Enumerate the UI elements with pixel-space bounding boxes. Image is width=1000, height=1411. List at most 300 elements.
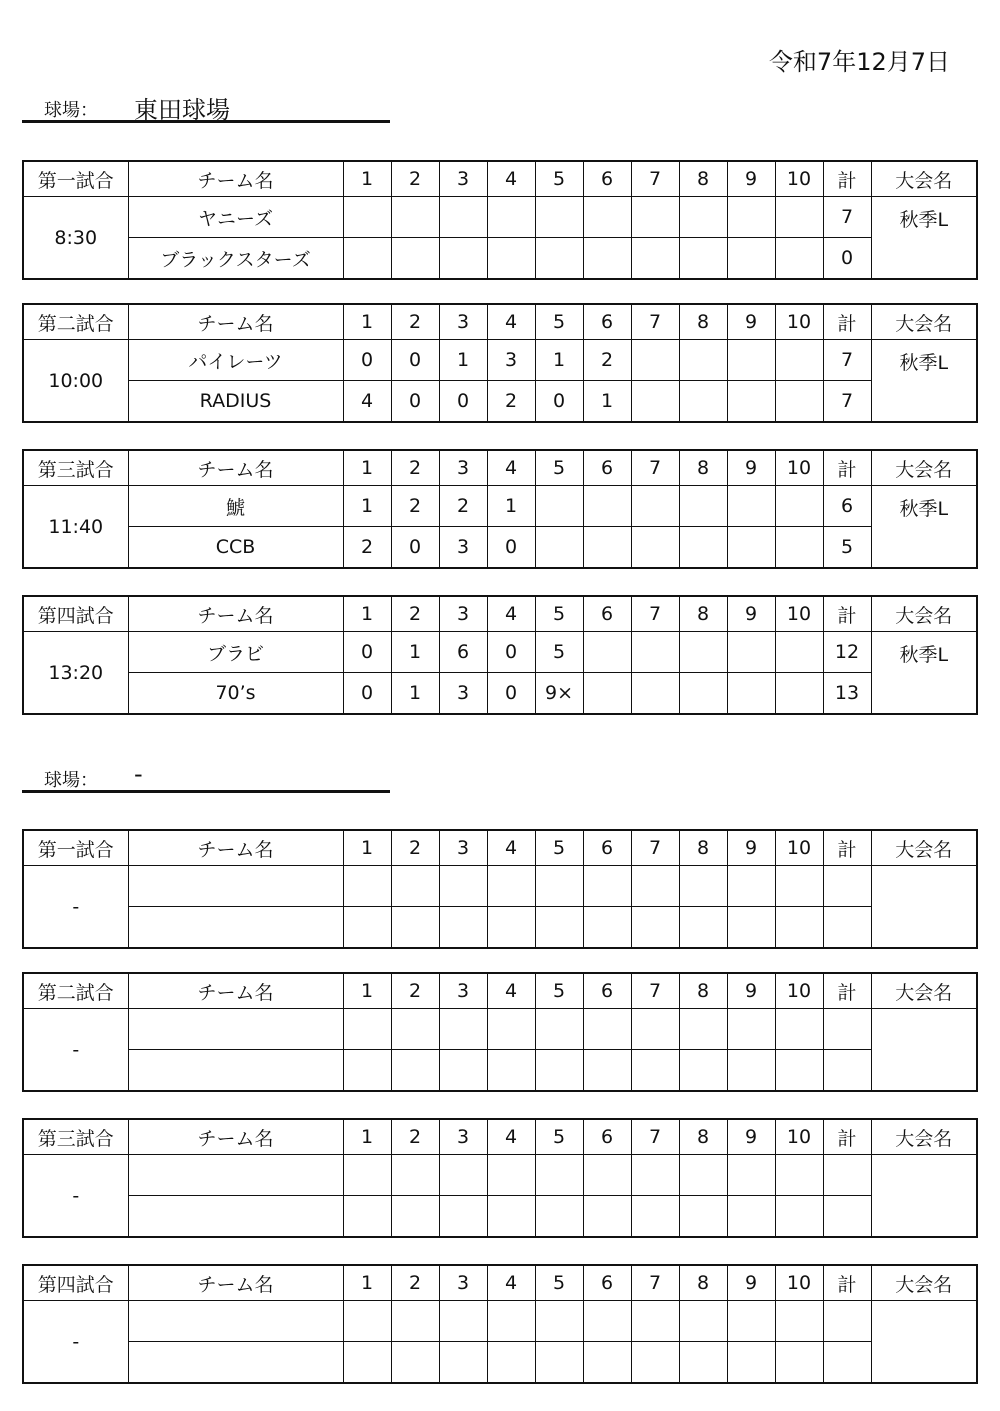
inning-score: 2 <box>343 527 391 569</box>
inning-header: 2 <box>391 596 439 632</box>
header-row <box>23 450 977 486</box>
inning-score <box>343 907 391 949</box>
team-name-header: チーム名 <box>128 596 343 632</box>
inning-score: 1 <box>487 486 535 527</box>
inning-score: 2 <box>439 486 487 527</box>
game-time: - <box>23 1155 128 1238</box>
inning-score <box>775 486 823 527</box>
inning-header: 7 <box>631 830 679 866</box>
inning-header: 2 <box>391 1119 439 1155</box>
inning-score <box>631 907 679 949</box>
venue-label: 球場： <box>44 770 98 791</box>
inning-header: 3 <box>439 1119 487 1155</box>
inning-header: 8 <box>679 1265 727 1301</box>
inning-score <box>487 197 535 238</box>
inning-score <box>631 381 679 423</box>
inning-header: 10 <box>775 161 823 197</box>
inning-header: 5 <box>535 450 583 486</box>
game-label: 第一試合 <box>23 161 128 197</box>
inning-score <box>487 866 535 907</box>
inning-score <box>679 1009 727 1050</box>
inning-score <box>583 1009 631 1050</box>
inning-score <box>775 907 823 949</box>
inning-header: 10 <box>775 450 823 486</box>
team-name: ヤニーズ <box>128 197 343 238</box>
inning-header: 3 <box>439 973 487 1009</box>
tournament-header: 大会名 <box>871 161 977 197</box>
game-score-table <box>22 829 978 949</box>
inning-score <box>343 238 391 280</box>
inning-score <box>343 197 391 238</box>
game-score-table <box>22 595 978 715</box>
inning-score <box>439 1155 487 1196</box>
inning-header: 7 <box>631 1119 679 1155</box>
team-total: 0 <box>823 238 871 280</box>
team-name: 70’s <box>128 673 343 715</box>
inning-header: 9 <box>727 596 775 632</box>
inning-score: 0 <box>343 340 391 381</box>
inning-score: 1 <box>391 673 439 715</box>
inning-score <box>679 340 727 381</box>
tournament-header: 大会名 <box>871 1119 977 1155</box>
inning-score <box>583 238 631 280</box>
inning-score <box>727 340 775 381</box>
inning-header: 5 <box>535 1265 583 1301</box>
inning-score: 3 <box>439 527 487 569</box>
inning-score <box>679 1196 727 1238</box>
inning-score <box>391 197 439 238</box>
inning-score <box>535 238 583 280</box>
team-name-header: チーム名 <box>128 161 343 197</box>
inning-score <box>727 1301 775 1342</box>
inning-header: 1 <box>343 596 391 632</box>
inning-header: 2 <box>391 161 439 197</box>
inning-header: 1 <box>343 973 391 1009</box>
inning-score <box>487 907 535 949</box>
inning-score: 1 <box>439 340 487 381</box>
tournament-name: 秋季L <box>871 632 977 715</box>
team-row <box>23 1155 977 1196</box>
inning-score <box>535 1301 583 1342</box>
inning-header: 6 <box>583 596 631 632</box>
team-name <box>128 1342 343 1384</box>
header-row <box>23 1119 977 1155</box>
inning-score <box>631 673 679 715</box>
game-label: 第四試合 <box>23 1265 128 1301</box>
inning-score <box>439 1342 487 1384</box>
game-label: 第三試合 <box>23 450 128 486</box>
team-name: ブラックスターズ <box>128 238 343 280</box>
team-name <box>128 1155 343 1196</box>
inning-header: 4 <box>487 830 535 866</box>
team-total: 13 <box>823 673 871 715</box>
team-total: 5 <box>823 527 871 569</box>
team-row <box>23 197 977 238</box>
inning-header: 5 <box>535 973 583 1009</box>
inning-score <box>727 907 775 949</box>
team-name-header: チーム名 <box>128 1119 343 1155</box>
inning-header: 5 <box>535 304 583 340</box>
inning-score <box>391 1155 439 1196</box>
inning-header: 9 <box>727 1119 775 1155</box>
inning-score: 6 <box>439 632 487 673</box>
inning-header: 4 <box>487 1119 535 1155</box>
inning-score <box>679 1155 727 1196</box>
inning-score <box>679 907 727 949</box>
inning-score <box>727 197 775 238</box>
tournament-name <box>871 1155 977 1238</box>
inning-score <box>631 486 679 527</box>
team-total <box>823 1050 871 1092</box>
inning-score <box>775 1342 823 1384</box>
inning-header: 9 <box>727 1265 775 1301</box>
team-total <box>823 1301 871 1342</box>
inning-score <box>583 1155 631 1196</box>
inning-score <box>679 197 727 238</box>
inning-score: 2 <box>391 486 439 527</box>
game-score-table <box>22 972 978 1092</box>
team-row <box>23 1196 977 1238</box>
inning-header: 10 <box>775 1119 823 1155</box>
game-time: 11:40 <box>23 486 128 569</box>
inning-score <box>631 1342 679 1384</box>
team-total: 6 <box>823 486 871 527</box>
inning-header: 6 <box>583 1119 631 1155</box>
inning-score: 1 <box>535 340 583 381</box>
inning-header: 1 <box>343 161 391 197</box>
game-label: 第四試合 <box>23 596 128 632</box>
inning-score <box>679 1301 727 1342</box>
team-name-header: チーム名 <box>128 1265 343 1301</box>
team-total <box>823 1196 871 1238</box>
inning-header: 8 <box>679 1119 727 1155</box>
inning-score <box>535 1196 583 1238</box>
inning-score <box>775 1009 823 1050</box>
inning-header: 5 <box>535 161 583 197</box>
team-name-header: チーム名 <box>128 830 343 866</box>
inning-header: 7 <box>631 596 679 632</box>
tournament-name <box>871 866 977 949</box>
team-name <box>128 907 343 949</box>
inning-score: 0 <box>343 632 391 673</box>
tournament-header: 大会名 <box>871 304 977 340</box>
inning-header: 9 <box>727 161 775 197</box>
inning-header: 8 <box>679 973 727 1009</box>
inning-score: 3 <box>439 673 487 715</box>
game-label: 第二試合 <box>23 973 128 1009</box>
inning-header: 10 <box>775 973 823 1009</box>
inning-score <box>631 866 679 907</box>
team-total: 7 <box>823 381 871 423</box>
game-score-table <box>22 303 978 423</box>
inning-header: 6 <box>583 973 631 1009</box>
venue-label: 球場： <box>44 100 98 121</box>
inning-score <box>343 1342 391 1384</box>
inning-score <box>679 632 727 673</box>
inning-score <box>583 866 631 907</box>
inning-header: 3 <box>439 830 487 866</box>
tournament-name: 秋季L <box>871 486 977 569</box>
inning-score <box>439 1009 487 1050</box>
inning-score <box>439 1050 487 1092</box>
inning-header: 3 <box>439 304 487 340</box>
game-label: 第一試合 <box>23 830 128 866</box>
inning-score <box>343 1050 391 1092</box>
team-name: RADIUS <box>128 381 343 423</box>
total-header: 計 <box>823 161 871 197</box>
inning-score: 5 <box>535 632 583 673</box>
inning-score <box>727 381 775 423</box>
team-name <box>128 1050 343 1092</box>
inning-score: 0 <box>439 381 487 423</box>
inning-score <box>775 866 823 907</box>
inning-header: 9 <box>727 450 775 486</box>
inning-score <box>775 238 823 280</box>
team-row <box>23 907 977 949</box>
inning-score <box>535 197 583 238</box>
inning-header: 9 <box>727 973 775 1009</box>
team-row <box>23 1009 977 1050</box>
inning-score <box>631 1196 679 1238</box>
inning-score <box>631 527 679 569</box>
inning-score <box>775 197 823 238</box>
inning-header: 2 <box>391 304 439 340</box>
inning-score <box>439 866 487 907</box>
total-header: 計 <box>823 596 871 632</box>
tournament-header: 大会名 <box>871 1265 977 1301</box>
team-name <box>128 1009 343 1050</box>
inning-score <box>535 1155 583 1196</box>
inning-score: 2 <box>487 381 535 423</box>
inning-score <box>775 1196 823 1238</box>
inning-header: 4 <box>487 304 535 340</box>
inning-header: 1 <box>343 1119 391 1155</box>
inning-score <box>679 673 727 715</box>
header-row <box>23 1265 977 1301</box>
inning-header: 2 <box>391 1265 439 1301</box>
inning-header: 7 <box>631 450 679 486</box>
inning-score: 1 <box>343 486 391 527</box>
inning-score <box>679 381 727 423</box>
inning-header: 2 <box>391 830 439 866</box>
inning-score <box>631 1155 679 1196</box>
inning-score <box>631 197 679 238</box>
game-time: - <box>23 1009 128 1092</box>
inning-score <box>343 1196 391 1238</box>
inning-score <box>391 238 439 280</box>
inning-score <box>439 1301 487 1342</box>
inning-score <box>439 907 487 949</box>
inning-score <box>631 1009 679 1050</box>
inning-score <box>487 1301 535 1342</box>
inning-score <box>583 673 631 715</box>
inning-header: 10 <box>775 304 823 340</box>
team-row <box>23 527 977 569</box>
inning-score <box>727 1196 775 1238</box>
inning-score <box>775 381 823 423</box>
team-name <box>128 866 343 907</box>
team-row <box>23 673 977 715</box>
team-name <box>128 1301 343 1342</box>
inning-header: 10 <box>775 1265 823 1301</box>
team-name: CCB <box>128 527 343 569</box>
inning-header: 8 <box>679 304 727 340</box>
team-name: 鯱 <box>128 486 343 527</box>
inning-score: 0 <box>487 527 535 569</box>
inning-score <box>343 1155 391 1196</box>
team-total <box>823 1342 871 1384</box>
inning-score <box>343 1009 391 1050</box>
total-header: 計 <box>823 450 871 486</box>
inning-header: 7 <box>631 1265 679 1301</box>
inning-score <box>391 1196 439 1238</box>
team-total: 7 <box>823 340 871 381</box>
inning-score: 4 <box>343 381 391 423</box>
inning-score <box>535 1050 583 1092</box>
inning-score <box>679 527 727 569</box>
tournament-header: 大会名 <box>871 596 977 632</box>
team-row <box>23 632 977 673</box>
team-total <box>823 866 871 907</box>
header-row <box>23 304 977 340</box>
inning-header: 2 <box>391 450 439 486</box>
inning-score <box>631 1301 679 1342</box>
inning-header: 7 <box>631 304 679 340</box>
team-total <box>823 907 871 949</box>
team-name: パイレーツ <box>128 340 343 381</box>
inning-score <box>487 1342 535 1384</box>
total-header: 計 <box>823 830 871 866</box>
tournament-name: 秋季L <box>871 197 977 280</box>
inning-score <box>631 632 679 673</box>
inning-score <box>487 238 535 280</box>
inning-score <box>775 340 823 381</box>
header-row <box>23 161 977 197</box>
inning-score <box>583 1050 631 1092</box>
inning-header: 8 <box>679 450 727 486</box>
inning-score <box>535 1009 583 1050</box>
team-row <box>23 238 977 280</box>
inning-score <box>583 527 631 569</box>
inning-header: 10 <box>775 830 823 866</box>
venue-header <box>22 90 390 123</box>
inning-score <box>583 197 631 238</box>
inning-score <box>391 1050 439 1092</box>
inning-score: 9× <box>535 673 583 715</box>
team-row <box>23 1342 977 1384</box>
inning-score <box>583 1301 631 1342</box>
inning-score <box>439 1196 487 1238</box>
venue-name: 東田球場 <box>134 96 230 124</box>
game-time: - <box>23 1301 128 1384</box>
header-row <box>23 973 977 1009</box>
inning-score <box>535 866 583 907</box>
inning-header: 9 <box>727 830 775 866</box>
total-header: 計 <box>823 1119 871 1155</box>
inning-score <box>727 632 775 673</box>
inning-score <box>679 866 727 907</box>
inning-score: 0 <box>391 340 439 381</box>
game-time: 10:00 <box>23 340 128 423</box>
inning-score <box>631 1050 679 1092</box>
inning-header: 5 <box>535 1119 583 1155</box>
inning-header: 8 <box>679 830 727 866</box>
inning-score <box>583 907 631 949</box>
inning-header: 8 <box>679 161 727 197</box>
inning-score <box>679 486 727 527</box>
inning-score: 3 <box>487 340 535 381</box>
inning-score <box>343 866 391 907</box>
team-row <box>23 340 977 381</box>
inning-score <box>391 1009 439 1050</box>
inning-header: 3 <box>439 596 487 632</box>
team-row <box>23 1301 977 1342</box>
inning-header: 5 <box>535 596 583 632</box>
inning-score: 2 <box>583 340 631 381</box>
game-label: 第三試合 <box>23 1119 128 1155</box>
inning-score <box>391 866 439 907</box>
game-time: 8:30 <box>23 197 128 280</box>
inning-header: 3 <box>439 1265 487 1301</box>
inning-score <box>727 1009 775 1050</box>
team-name-header: チーム名 <box>128 304 343 340</box>
inning-score <box>727 486 775 527</box>
inning-score <box>439 197 487 238</box>
game-score-table <box>22 1118 978 1238</box>
inning-header: 5 <box>535 830 583 866</box>
tournament-name <box>871 1301 977 1384</box>
header-row <box>23 830 977 866</box>
inning-score <box>583 1342 631 1384</box>
inning-score <box>679 1050 727 1092</box>
inning-score: 0 <box>391 527 439 569</box>
inning-score <box>727 238 775 280</box>
inning-score: 0 <box>535 381 583 423</box>
header-row <box>23 596 977 632</box>
inning-score: 1 <box>583 381 631 423</box>
venue-header <box>22 760 390 793</box>
inning-header: 6 <box>583 304 631 340</box>
inning-score <box>391 907 439 949</box>
inning-score <box>535 907 583 949</box>
team-name: ブラビ <box>128 632 343 673</box>
inning-score: 0 <box>391 381 439 423</box>
inning-header: 4 <box>487 973 535 1009</box>
inning-score <box>439 238 487 280</box>
game-time: 13:20 <box>23 632 128 715</box>
inning-score <box>775 1050 823 1092</box>
team-name-header: チーム名 <box>128 973 343 1009</box>
inning-header: 9 <box>727 304 775 340</box>
team-row <box>23 866 977 907</box>
inning-score <box>775 632 823 673</box>
inning-score <box>487 1050 535 1092</box>
inning-score <box>535 527 583 569</box>
inning-header: 1 <box>343 830 391 866</box>
inning-score <box>391 1342 439 1384</box>
venue-name: - <box>134 760 143 788</box>
inning-score <box>775 1301 823 1342</box>
inning-score <box>727 866 775 907</box>
inning-score <box>679 1342 727 1384</box>
game-score-table <box>22 449 978 569</box>
inning-header: 6 <box>583 450 631 486</box>
inning-header: 8 <box>679 596 727 632</box>
inning-header: 6 <box>583 161 631 197</box>
game-time: - <box>23 866 128 949</box>
inning-score <box>583 486 631 527</box>
document-date: 令和7年12月7日 <box>768 48 950 76</box>
